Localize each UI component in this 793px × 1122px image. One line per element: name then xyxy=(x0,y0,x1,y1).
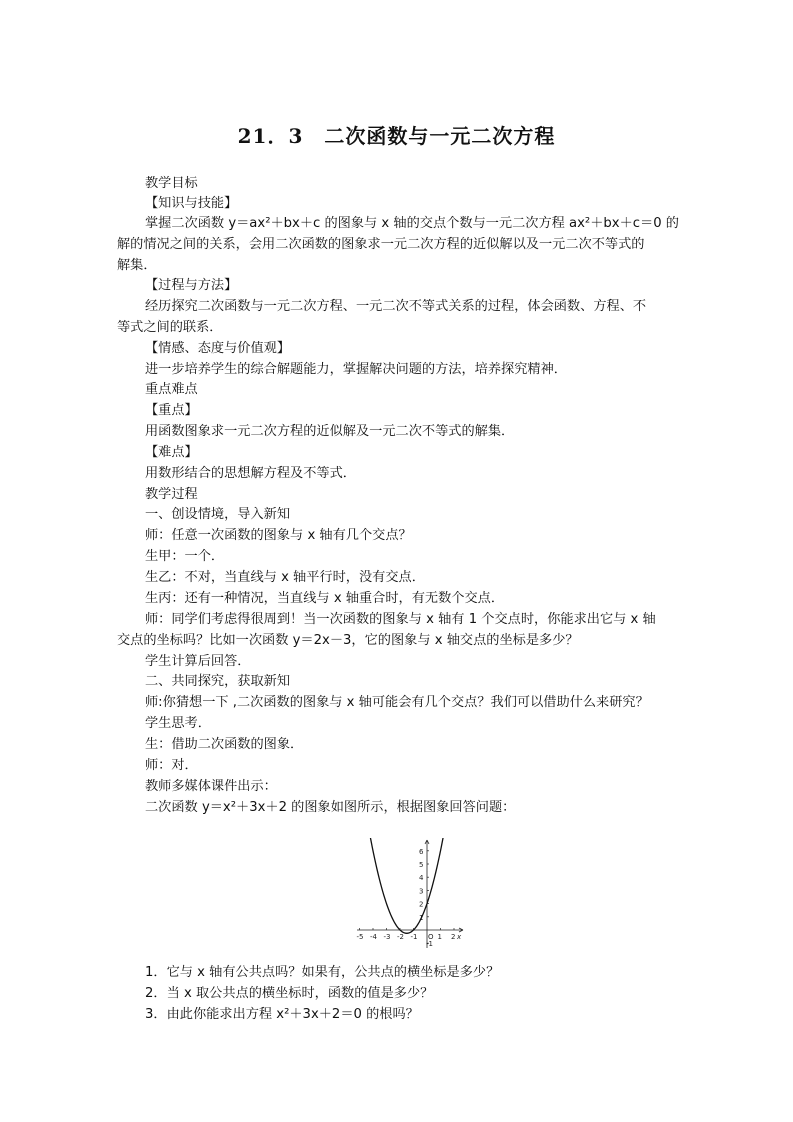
question-2: 2．当 x 取公共点的横坐标时，函数的值是多少？ xyxy=(145,986,434,1001)
text-line: 【情感、态度与价值观】 xyxy=(145,341,291,356)
text-line: 师：同学们考虑得很周到！当一次函数的图象与 x 轴有 1 个交点时，你能求出它与 x 轴 xyxy=(145,612,656,627)
text-line: 【知识与技能】 xyxy=(145,196,238,211)
text-line: 师：对． xyxy=(145,758,198,773)
y-tick-label: -1 xyxy=(426,940,433,949)
x-tick-label: -2 xyxy=(397,933,404,941)
parabola-curve xyxy=(361,838,453,933)
y-tick-label: 1 xyxy=(419,913,424,922)
text-line: 二次函数 y＝x²＋3x＋2 的图象如图所示，根据图象回答问题： xyxy=(145,800,516,815)
text-line: 教师多媒体课件出示： xyxy=(145,779,277,794)
text-line: 用数形结合的思想解方程及不等式． xyxy=(145,466,356,481)
text-line: 解集． xyxy=(117,258,157,273)
text-line: 交点的坐标吗？比如一次函数 y＝2x－3，它的图象与 x 轴交点的坐标是多少？ xyxy=(117,633,579,648)
text-line: 一、创设情境，导入新知 xyxy=(145,507,291,522)
x-tick-label: 1 xyxy=(437,933,442,941)
text-line: 学生思考． xyxy=(145,716,211,731)
x-tick-label: -4 xyxy=(370,933,377,941)
text-line: 等式之间的联系． xyxy=(117,320,223,335)
parabola-graph xyxy=(355,838,467,950)
text-line: 【难点】 xyxy=(145,445,198,460)
text-line: 生甲：一个． xyxy=(145,549,225,564)
question-1: 1．它与 x 轴有公共点吗？如果有，公共点的横坐标是多少？ xyxy=(145,965,500,980)
text-line: 用函数图象求一元二次方程的近似解及一元二次不等式的解集． xyxy=(145,424,515,439)
x-tick-label: -1 xyxy=(410,933,418,941)
y-tick-label: 3 xyxy=(419,887,424,896)
y-tick-label: 6 xyxy=(419,847,424,856)
y-tick-label: 4 xyxy=(419,874,424,883)
y-tick-label: 2 xyxy=(419,900,424,909)
text-line: 教学目标 xyxy=(145,176,198,191)
text-line: 学生计算后回答． xyxy=(145,654,251,669)
x-tick-label: -3 xyxy=(383,933,391,941)
text-line: 师：任意一次函数的图象与 x 轴有几个交点？ xyxy=(145,528,412,543)
x-tick-label: O xyxy=(428,933,434,941)
text-line: 师:你猜想一下 ,二次函数的图象与 x 轴可能会有几个交点？我们可以借助什么来研究？ xyxy=(145,695,649,710)
text-line: 二、共同探究，获取新知 xyxy=(145,674,291,689)
x-tick-label: 2 xyxy=(451,933,456,941)
text-line: 重点难点 xyxy=(145,382,198,397)
text-line: 生乙：不对，当直线与 x 轴平行时，没有交点． xyxy=(145,570,425,585)
question-3: 3．由此你能求出方程 x²＋3x＋2＝0 的根吗？ xyxy=(145,1007,419,1022)
text-line: 教学过程 xyxy=(145,487,198,502)
y-axis xyxy=(425,840,429,948)
text-line: 生丙：还有一种情况，当直线与 x 轴重合时，有无数个交点． xyxy=(145,591,505,606)
text-line: 掌握二次函数 y＝ax²＋bx＋c 的图象与 x 轴的交点个数与一元二次方程 ax²＋bx＋c＝0 的 xyxy=(145,216,679,231)
text-line: 经历探究二次函数与一元二次方程、一元二次不等式关系的过程，体会函数、方程、不 xyxy=(145,299,647,314)
y-tick-label: 5 xyxy=(419,861,424,869)
x-tick-label: -5 xyxy=(356,933,364,941)
text-line: 进一步培养学生的综合解题能力，掌握解决问题的方法，培养探究精神． xyxy=(145,362,567,377)
x-axis-label: x xyxy=(457,933,462,941)
text-line: 生：借助二次函数的图象． xyxy=(145,737,304,752)
text-line: 解的情况之间的关系，会用二次函数的图象求一元二次方程的近似解以及一元二次不等式的 xyxy=(117,237,645,252)
text-line: 【过程与方法】 xyxy=(145,278,238,293)
text-line: 【重点】 xyxy=(145,403,198,418)
page-title: 21．3 二次函数与一元二次方程 xyxy=(237,124,556,148)
